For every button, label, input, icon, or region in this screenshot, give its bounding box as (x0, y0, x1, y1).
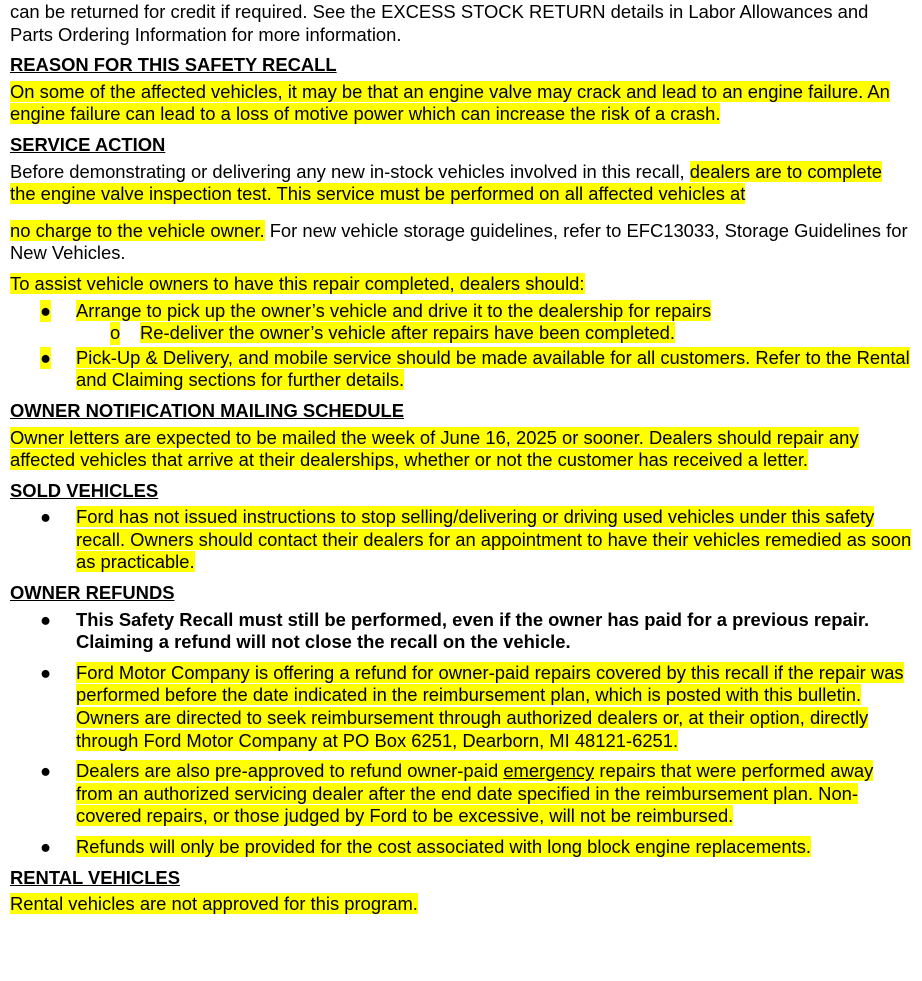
bullet-icon: ● (40, 760, 52, 782)
rental-text: Rental vehicles are not approved for this program. (10, 893, 418, 915)
list-item (10, 836, 912, 859)
reason-text: On some of the affected vehicles, it may be that an engine valve may crack and lead to an engine failure. An engine failure can lead to a loss of motive power which can increase the risk of a crash. (10, 80, 890, 125)
list-item (10, 300, 912, 323)
list-item (10, 347, 912, 392)
bullet-text: This Safety Recall must still be performed, even if the owner has paid for a previous repair. Claiming a refund will not close the recall on the vehicle. (76, 608, 870, 653)
sold-bullets (10, 506, 912, 574)
reason-paragraph (10, 81, 912, 126)
list-item (10, 662, 912, 752)
bullet-text: Dealers are also pre-approved to refund owner-paid (76, 760, 504, 782)
refund-bullets (10, 609, 912, 859)
bullet-text: Ford has not issued instructions to stop selling/delivering or driving used vehicles under this safety recall. Owners should contact their dealers for an appointment to have their vehicles remedied as soon as practicable. (76, 506, 912, 573)
intro-paragraph: can be returned for credit if required. See the EXCESS STOCK RETURN details in Labor Allowances and Parts Ordering Information for more information. (10, 1, 869, 45)
bullet-text: Refunds will only be provided for the cost associated with long block engine replacements. (76, 836, 812, 857)
assist-text: To assist vehicle owners to have this repair completed, dealers should: (10, 272, 585, 294)
service-p2-plain: For new vehicle storage guidelines, refer to EFC13033, Storage Guidelines for New Vehicles. (10, 219, 908, 264)
service-paragraph-1 (10, 161, 912, 206)
rental-paragraph (10, 893, 912, 916)
bullet-icon: ● (40, 608, 52, 630)
heading-reason: REASON FOR THIS SAFETY RECALL (10, 54, 337, 76)
service-p1-highlight: dealers are to complete the engine valve inspection test. This service must be performed on all affected vehicles at (10, 160, 882, 205)
document-page (0, 1, 922, 916)
bullet-text: Arrange to pick up the owner’s vehicle and drive it to the dealership for repairs (76, 299, 712, 321)
bullet-text: repairs that were performed away from an authorized servicing dealer after the end date specified in the reimbursement plan. Non-covered repairs, or those judged by Ford to be excessive, will not be reimbursed. (76, 760, 874, 827)
bullet-text: Ford Motor Company is offering a refund for owner-paid repairs covered by this recall if the repair was performed before the date indicated in the reimbursement plan, which is posted with this bulletin. Owners are directed to seek reimbursement through authorized dealers or, at their option, directly through Ford Motor Company at PO Box 6251, Dearborn, MI 48121-6251. (76, 661, 904, 751)
bullet-icon: ● (40, 506, 52, 528)
bullet-icon: ● (40, 661, 52, 683)
bullet-text: Pick-Up & Delivery, and mobile service should be made available for all customers. Refer to the Rental and Claiming sections for further details. (76, 346, 910, 391)
service-p1-plain: Before demonstrating or delivering any new in-stock vehicles involved in this recall, (10, 160, 690, 182)
bullet-text-underlined: emergency (503, 760, 595, 782)
bullet-icon: ● (40, 346, 52, 368)
bullet-text: Re-deliver the owner’s vehicle after repairs have been completed. (140, 322, 675, 344)
heading-service-action: SERVICE ACTION (10, 133, 166, 155)
sub-bullet-icon: o (110, 322, 121, 344)
list-item (10, 609, 912, 654)
mailing-text: Owner letters are expected to be mailed the week of June 16, 2025 or sooner. Dealers should repair any affected vehicles that arrive at their dealerships, whether or not the customer has received a letter. (10, 426, 859, 471)
assist-paragraph (10, 273, 912, 296)
heading-owner-refunds: OWNER REFUNDS (10, 582, 175, 604)
heading-mailing-schedule: OWNER NOTIFICATION MAILING SCHEDULE (10, 399, 405, 421)
list-item (10, 760, 912, 828)
service-paragraph-2 (10, 220, 912, 265)
heading-rental-vehicles: RENTAL VEHICLES (10, 866, 180, 888)
mailing-paragraph (10, 427, 912, 472)
list-item (10, 506, 912, 574)
list-item (10, 322, 912, 345)
service-bullets (10, 300, 912, 392)
service-p2-highlight: no charge to the vehicle owner. (10, 219, 265, 241)
bullet-icon: ● (40, 836, 52, 857)
bullet-icon: ● (40, 299, 52, 321)
heading-sold-vehicles: SOLD VEHICLES (10, 479, 159, 501)
